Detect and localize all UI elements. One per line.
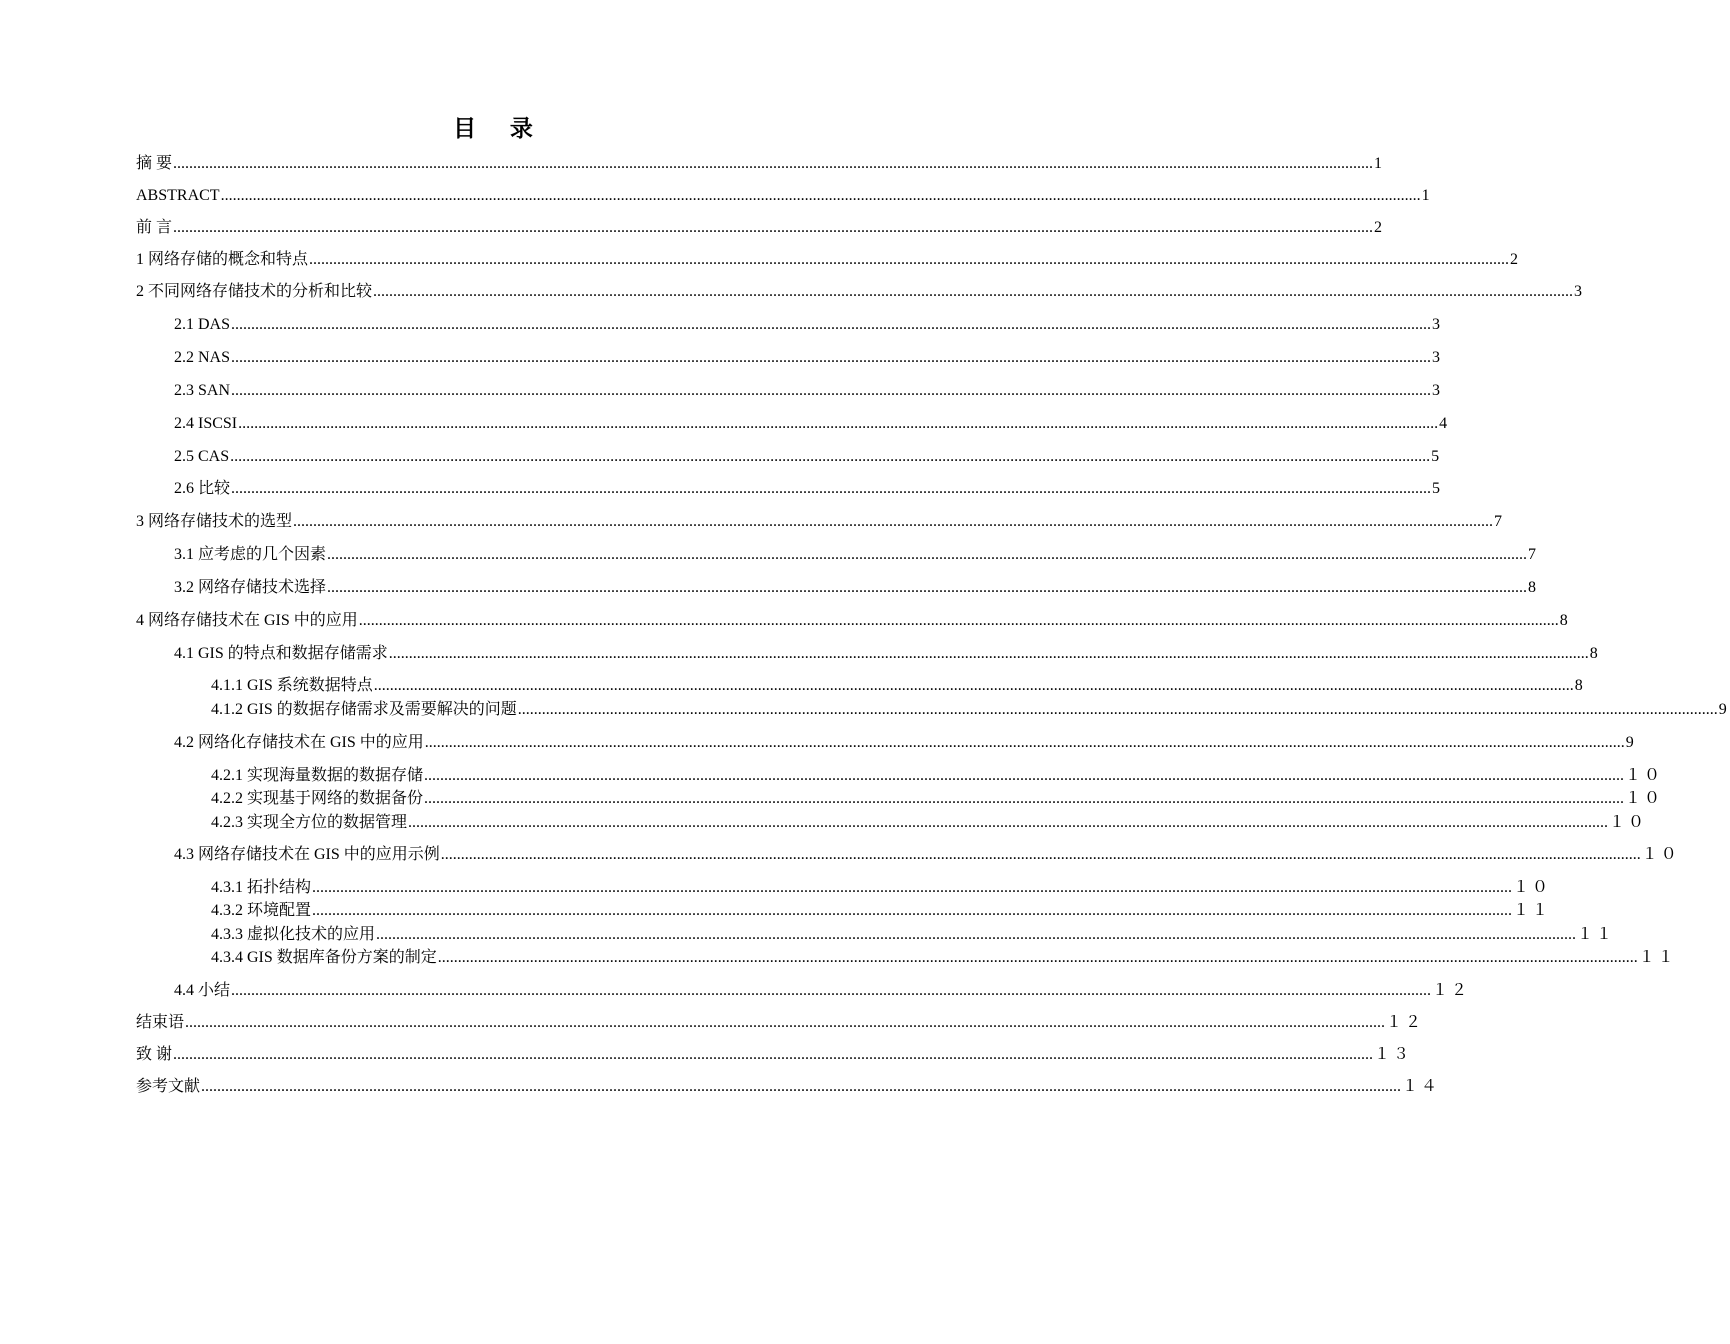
toc-entry-label: 3.1 应考虑的几个因素 [174,546,327,563]
toc-leader-dots: ............................................................................................................................................................................................................................................................................................................ [231,382,1432,399]
toc-leader-dots: ............................................................................................................................................................................................................................................................................................................ [173,1046,1374,1063]
toc-entry-label: 4.4 小结 [174,982,231,999]
toc-entry-label: 4.1.1 GIS 系统数据特点 [211,677,373,694]
toc-entry-page: 3 [1432,316,1444,333]
toc-entry-page: 9 [1625,734,1637,751]
toc-entry-chapter-1[interactable] [0,249,1522,271]
toc-leader-dots: ............................................................................................................................................................................................................................................................................................................ [309,251,1510,268]
toc-entry-label: 4.3.1 拓扑结构 [211,879,312,896]
toc-entry-page: １４ [1402,1078,1441,1095]
toc-entry-page: 1 [1374,155,1386,172]
toc-entry-label: 2.5 CAS [174,448,230,465]
toc-entry-2-3[interactable] [0,380,1444,402]
toc-entry-label: ABSTRACT [136,187,220,204]
toc-entry-label: 4.1.2 GIS 的数据存储需求及需要解决的问题 [211,701,517,718]
toc-entry-page: 2 [1510,251,1522,268]
toc-entry-4-2-2[interactable] [0,788,1664,810]
toc-entry-2-4[interactable] [0,413,1451,435]
toc-leader-dots: ............................................................................................................................................................................................................................................................................................................ [440,846,1641,863]
toc-leader-dots: ............................................................................................................................................................................................................................................................................................................ [293,513,1494,530]
toc-leader-dots: ............................................................................................................................................................................................................................................................................................................ [424,790,1625,807]
toc-entry-4-1-1[interactable] [0,675,1586,697]
toc-entry-chapter-4[interactable] [0,610,1571,632]
toc-entry-label: 3 网络存储技术的选型 [136,513,293,530]
toc-entry-4-3-2[interactable] [0,900,1552,922]
toc-entry-page: 3 [1432,382,1444,399]
toc-entry-4-3-4[interactable] [0,947,1677,969]
toc-entry-chapter-2[interactable] [0,281,1586,303]
toc-entry-label: 2.1 DAS [174,316,231,333]
toc-leader-dots: ............................................................................................................................................................................................................................................................................................................ [231,480,1432,497]
toc-leader-dots: ............................................................................................................................................................................................................................................................................................................ [220,187,1421,204]
toc-entry-page: 8 [1528,579,1540,596]
toc-entry-label: 前 言 [136,219,173,236]
toc-entry-label: 4 网络存储技术在 GIS 中的应用 [136,612,358,629]
toc-entry-page: １２ [1386,1014,1425,1031]
toc-entry-4-3-3[interactable] [0,924,1616,946]
toc-leader-dots: ............................................................................................................................................................................................................................................................................................................ [327,546,1528,563]
toc-entry-label: 2 不同网络存储技术的分析和比较 [136,283,373,300]
toc-title: 目 录 [453,116,547,141]
toc-leader-dots: ............................................................................................................................................................................................................................................................................................................ [327,579,1528,596]
toc-entry-4-3[interactable] [0,844,1680,866]
toc-entry-label: 4.1 GIS 的特点和数据存储需求 [174,645,388,662]
toc-entry-4-2-1[interactable] [0,765,1664,787]
toc-entry-page: 8 [1589,645,1601,662]
toc-entry-label: 4.3.4 GIS 数据库备份方案的制定 [211,949,437,966]
toc-entry-page: １０ [1609,814,1648,831]
toc-entry-label: 3.2 网络存储技术选择 [174,579,327,596]
toc-entry-page: 1 [1421,187,1433,204]
toc-entry-label: 2.6 比较 [174,480,231,497]
toc-leader-dots: ............................................................................................................................................................................................................................................................................................................ [437,949,1638,966]
toc-entry-page: 8 [1574,677,1586,694]
toc-entry-page: 5 [1432,480,1444,497]
toc-entry-label: 致 谢 [136,1046,173,1063]
toc-leader-dots: ............................................................................................................................................................................................................................................................................................................ [173,155,1374,172]
toc-leader-dots: ............................................................................................................................................................................................................................................................................................................ [424,734,1625,751]
toc-entry-4-2[interactable] [0,732,1637,754]
toc-entry-label: 4.2 网络化存储技术在 GIS 中的应用 [174,734,424,751]
toc-entry-2-1[interactable] [0,314,1444,336]
toc-leader-dots: ............................................................................................................................................................................................................................................................................................................ [185,1014,1386,1031]
toc-leader-dots: ............................................................................................................................................................................................................................................................................................................ [231,349,1432,366]
toc-entry-page: １０ [1641,846,1680,863]
toc-entry-abstract-en[interactable] [0,185,1433,207]
toc-entry-label: 2.2 NAS [174,349,231,366]
toc-entry-label: 4.3 网络存储技术在 GIS 中的应用示例 [174,846,440,863]
toc-entry-2-6[interactable] [0,478,1444,500]
toc-leader-dots: ............................................................................................................................................................................................................................................................................................................ [231,982,1432,999]
toc-leader-dots: ............................................................................................................................................................................................................................................................................................................ [424,767,1625,784]
toc-entry-4-1-2[interactable] [0,699,1730,721]
toc-entry-preface[interactable] [0,217,1386,239]
toc-entry-label: 4.2.3 实现全方位的数据管理 [211,814,408,831]
toc-entry-page: 4 [1439,415,1451,432]
toc-entry-4-1[interactable] [0,643,1601,665]
toc-entry-label: 摘 要 [136,155,173,172]
toc-leader-dots: ............................................................................................................................................................................................................................................................................................................ [231,316,1432,333]
toc-leader-dots: ............................................................................................................................................................................................................................................................................................................ [230,448,1431,465]
toc-leader-dots: ............................................................................................................................................................................................................................................................................................................ [201,1078,1402,1095]
toc-leader-dots: ............................................................................................................................................................................................................................................................................................................ [358,612,1559,629]
toc-entry-label: 2.4 ISCSI [174,415,238,432]
toc-entry-label: 4.2.1 实现海量数据的数据存储 [211,767,424,784]
toc-leader-dots: ............................................................................................................................................................................................................................................................................................................ [373,283,1574,300]
toc-entry-label: 4.2.2 实现基于网络的数据备份 [211,790,424,807]
toc-entry-page: １３ [1374,1046,1413,1063]
toc-entry-chapter-3[interactable] [0,511,1506,533]
toc-entry-page: １０ [1625,790,1664,807]
toc-entry-references[interactable] [0,1076,1441,1098]
toc-entry-label: 参考文献 [136,1078,201,1095]
toc-entry-label: 4.3.3 虚拟化技术的应用 [211,926,376,943]
toc-entry-page: １１ [1638,949,1677,966]
toc-entry-page: １０ [1513,879,1552,896]
toc-entry-conclusion[interactable] [0,1012,1425,1034]
toc-entry-page: 7 [1494,513,1506,530]
toc-entry-page: 8 [1559,612,1571,629]
toc-leader-dots: ............................................................................................................................................................................................................................................................................................................ [388,645,1589,662]
toc-entry-page: 3 [1574,283,1586,300]
toc-entry-page: １１ [1513,902,1552,919]
toc-entry-page: 3 [1432,349,1444,366]
toc-entry-3-1[interactable] [0,544,1540,566]
toc-entry-page: 7 [1528,546,1540,563]
toc-entry-page: １１ [1577,926,1616,943]
toc-entry-page: １２ [1432,982,1471,999]
toc-entry-label: 4.3.2 环境配置 [211,902,312,919]
toc-entry-label: 结束语 [136,1014,185,1031]
toc-entry-3-2[interactable] [0,577,1540,599]
toc-leader-dots: ............................................................................................................................................................................................................................................................................................................ [408,814,1609,831]
toc-entry-2-2[interactable] [0,347,1444,369]
toc-entry-page: 9 [1718,701,1730,718]
toc-leader-dots: ............................................................................................................................................................................................................................................................................................................ [312,902,1513,919]
toc-entry-2-5[interactable] [0,446,1443,468]
toc-leader-dots: ............................................................................................................................................................................................................................................................................................................ [517,701,1718,718]
toc-entry-4-3-1[interactable] [0,877,1552,899]
toc-entry-page: 5 [1431,448,1443,465]
toc-leader-dots: ............................................................................................................................................................................................................................................................................................................ [173,219,1374,236]
toc-entry-label: 1 网络存储的概念和特点 [136,251,309,268]
toc-entry-label: 2.3 SAN [174,382,231,399]
toc-entry-page: １０ [1625,767,1664,784]
toc-leader-dots: ............................................................................................................................................................................................................................................................................................................ [312,879,1513,896]
toc-entry-abstract-cn[interactable] [0,153,1386,175]
toc-entry-4-2-3[interactable] [0,812,1648,834]
toc-leader-dots: ............................................................................................................................................................................................................................................................................................................ [238,415,1439,432]
toc-entry-page: 2 [1374,219,1386,236]
toc-entry-acknowledgements[interactable] [0,1044,1413,1066]
toc-entry-4-4[interactable] [0,980,1471,1002]
toc-leader-dots: ............................................................................................................................................................................................................................................................................................................ [376,926,1577,943]
toc-leader-dots: ............................................................................................................................................................................................................................................................................................................ [373,677,1574,694]
